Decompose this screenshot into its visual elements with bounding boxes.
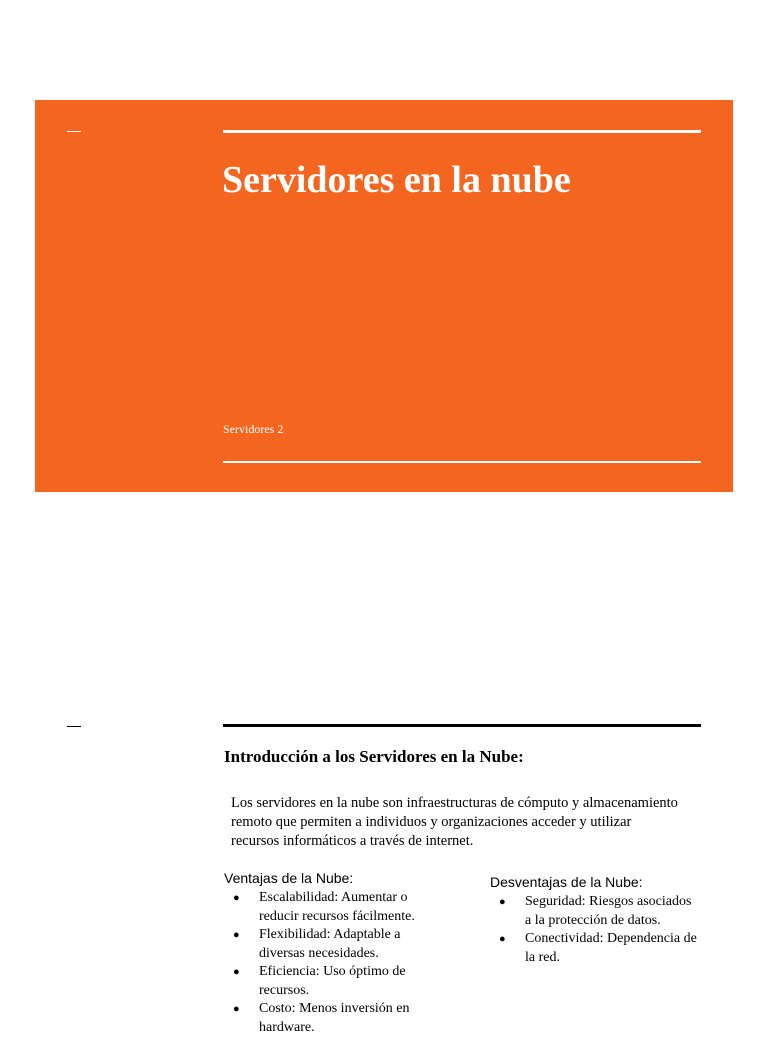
bullet-icon: ● xyxy=(233,966,240,978)
intro-paragraph: Los servidores en la nube son infraestructuras de cómputo y almacenamiento remoto que permiten a individuos y organizaciones acceder y utilizar recursos informáticos a través de internet. xyxy=(231,795,678,849)
list-item: ● Costo: Menos inversión en hardware. xyxy=(233,1001,410,1035)
list-item: ● Seguridad: Riesgos asociados a la protección de datos. xyxy=(499,894,692,928)
top-rule xyxy=(223,130,701,133)
slide-marker xyxy=(67,131,81,132)
slide-marker xyxy=(67,726,81,727)
list-item: ● Conectividad: Dependencia de la red. xyxy=(499,931,697,965)
slide-title: Servidores en la nube xyxy=(222,159,571,201)
slide-subtitle: Servidores 2 xyxy=(223,422,284,436)
content-slide xyxy=(35,700,733,1035)
bottom-rule xyxy=(223,461,701,463)
bullet-icon: ● xyxy=(233,1003,240,1015)
top-rule xyxy=(223,724,701,727)
bullet-icon: ● xyxy=(233,929,240,941)
disadvantages-title: Desventajas de la Nube: xyxy=(490,874,643,890)
list-item: ● Eficiencia: Uso óptimo de recursos. xyxy=(233,964,406,998)
bullet-icon: ● xyxy=(233,892,240,904)
list-item: ● Escalabilidad: Aumentar o reducir recursos fácilmente. xyxy=(233,890,415,924)
list-item: ● Flexibilidad: Adaptable a diversas necesidades. xyxy=(233,927,401,961)
advantages-list xyxy=(231,889,445,1037)
bullet-icon: ● xyxy=(499,933,506,945)
title-slide xyxy=(35,100,733,492)
advantages-title: Ventajas de la Nube: xyxy=(224,870,354,886)
disadvantages-list xyxy=(497,893,697,967)
section-heading: Introducción a los Servidores en la Nube: xyxy=(224,747,524,766)
bullet-icon: ● xyxy=(499,896,506,908)
